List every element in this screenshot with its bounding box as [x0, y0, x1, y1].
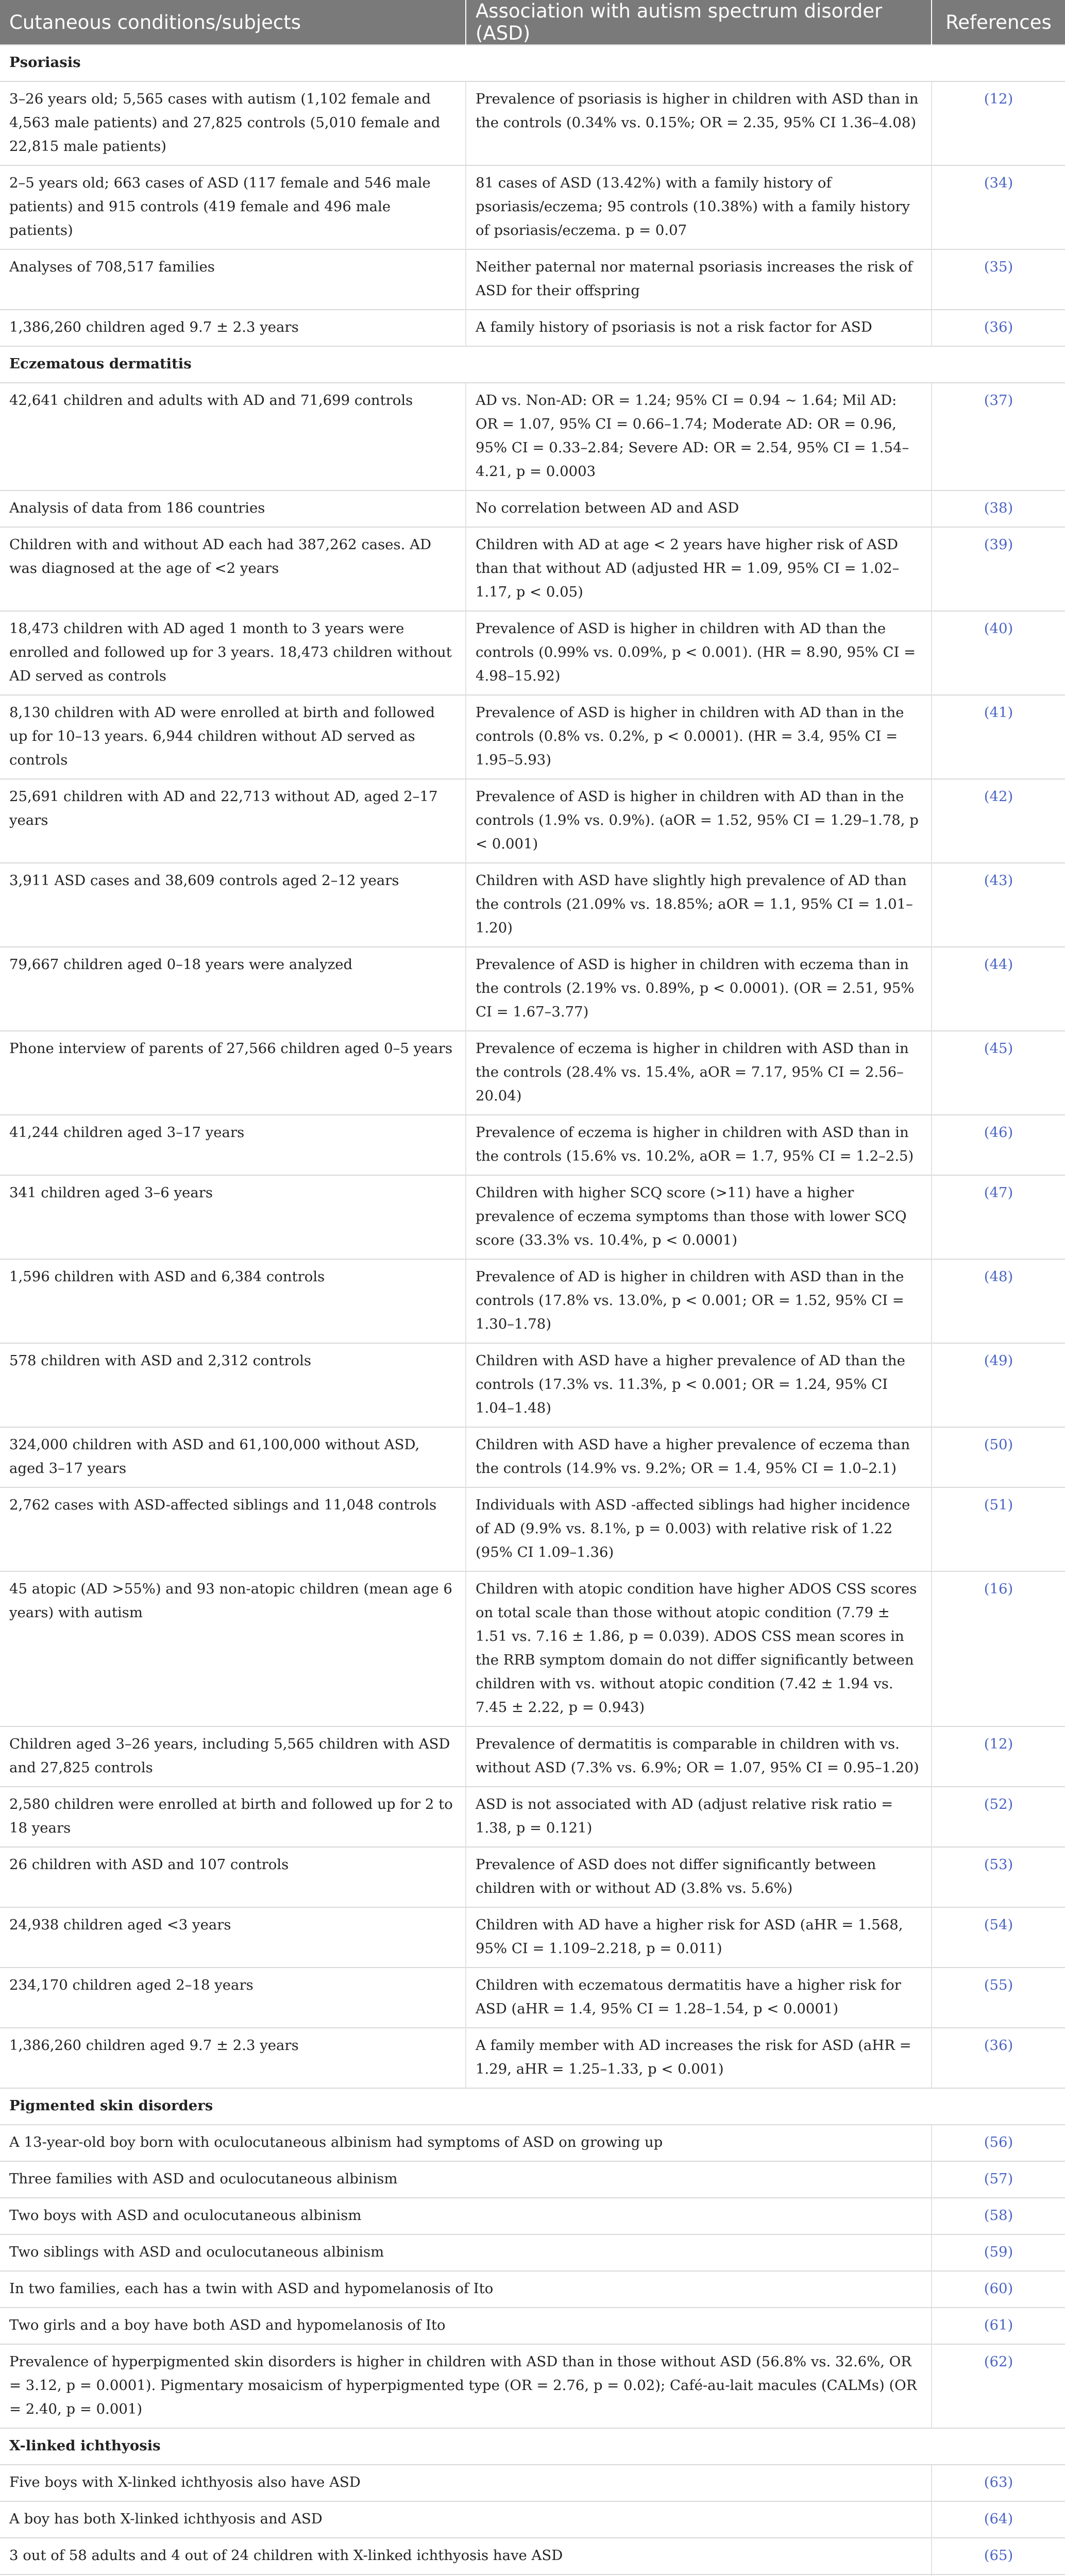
table-row: [0, 947, 1065, 1031]
subject-cell: 578 children with ASD and 2,312 controls: [0, 1343, 466, 1427]
table-row: [0, 2538, 1065, 2574]
subject-association-cell: In two families, each has a twin with ASD and hypomelanosis of Ito: [0, 2271, 932, 2308]
subject-cell: 324,000 children with ASD and 61,100,000 without ASD, aged 3–17 years: [0, 1427, 466, 1487]
reference-link[interactable]: (35): [932, 249, 1065, 310]
association-cell: Children with ASD have a higher prevalence of AD than the controls (17.3% vs. 11.3%, p < 0.001; OR = 1.24, 95% CI 1.04–1.48): [466, 1343, 932, 1427]
subject-association-cell: Two boys with ASD and oculocutaneous albinism: [0, 2198, 932, 2234]
table-header-row: [0, 0, 1065, 45]
table-row: [0, 2125, 1065, 2161]
table-row: [0, 863, 1065, 947]
subject-cell: 234,170 children aged 2–18 years: [0, 1968, 466, 2028]
reference-link[interactable]: (34): [932, 165, 1065, 249]
header-subjects: Cutaneous conditions/subjects: [0, 0, 466, 45]
table-row: [0, 2501, 1065, 2538]
reference-link[interactable]: (49): [932, 1343, 1065, 1427]
subject-cell: Children with and without AD each had 387,262 cases. AD was diagnosed at the age of <2 years: [0, 527, 466, 611]
association-cell: Children with ASD have slightly high prevalence of AD than the controls (21.09% vs. 18.85%; aOR = 1.1, 95% CI = 1.01–1.20): [466, 863, 932, 947]
subject-cell: Analysis of data from 186 countries: [0, 490, 466, 527]
table-row: [0, 2198, 1065, 2234]
section-title: Eczematous dermatitis: [0, 346, 1065, 383]
association-cell: Children with AD at age < 2 years have higher risk of ASD than that without AD (adjusted HR = 1.09, 95% CI = 1.02–1.17, p < 0.05): [466, 527, 932, 611]
header-references: References: [932, 0, 1065, 45]
reference-link[interactable]: (61): [932, 2308, 1065, 2344]
reference-link[interactable]: (37): [932, 383, 1065, 490]
table-row: [0, 383, 1065, 490]
reference-link[interactable]: (51): [932, 1487, 1065, 1571]
table-row: [0, 2308, 1065, 2344]
association-cell: 81 cases of ASD (13.42%) with a family history of psoriasis/eczema; 95 controls (10.38%) with a family history of psoriasis/eczema. p = 0.07: [466, 165, 932, 249]
reference-link[interactable]: (36): [932, 310, 1065, 346]
association-cell: AD vs. Non-AD: OR = 1.24; 95% CI = 0.94 ~ 1.64; Mil AD: OR = 1.07, 95% CI = 0.66–1.74; Moderate AD: OR = 0.96, 95% CI = 0.33–2.84; Severe AD: OR = 2.54, 95% CI = 1.54–4.21, p = 0.0003: [466, 383, 932, 490]
table-row: [0, 1031, 1065, 1115]
subject-cell: 2,762 cases with ASD-affected siblings and 11,048 controls: [0, 1487, 466, 1571]
header-association: Association with autism spectrum disorder (ASD): [466, 0, 932, 45]
reference-link[interactable]: (44): [932, 947, 1065, 1031]
table-row: [0, 490, 1065, 527]
table-row: [0, 2344, 1065, 2428]
reference-link[interactable]: (42): [932, 779, 1065, 863]
subject-cell: 18,473 children with AD aged 1 month to 3 years were enrolled and followed up for 3 years. 18,473 children without AD served as controls: [0, 611, 466, 695]
table-row: [0, 1968, 1065, 2028]
reference-link[interactable]: (54): [932, 1907, 1065, 1968]
subject-cell: 2,580 children were enrolled at birth and followed up for 2 to 18 years: [0, 1787, 466, 1847]
table-row: [0, 2028, 1065, 2088]
reference-link[interactable]: (12): [932, 81, 1065, 165]
subject-cell: Children aged 3–26 years, including 5,565 children with ASD and 27,825 controls: [0, 1726, 466, 1787]
subject-cell: 1,386,260 children aged 9.7 ± 2.3 years: [0, 2028, 466, 2088]
section-header-row: [0, 45, 1065, 81]
reference-link[interactable]: (38): [932, 490, 1065, 527]
subject-cell: 24,938 children aged <3 years: [0, 1907, 466, 1968]
subject-cell: 1,386,260 children aged 9.7 ± 2.3 years: [0, 310, 466, 346]
reference-link[interactable]: (39): [932, 527, 1065, 611]
section-header-row: [0, 2088, 1065, 2125]
association-cell: No correlation between AD and ASD: [466, 490, 932, 527]
table-row: [0, 1726, 1065, 1787]
association-cell: Prevalence of ASD is higher in children with AD than the controls (0.99% vs. 0.09%, p < 0.001). (HR = 8.90, 95% CI = 4.98–15.92): [466, 611, 932, 695]
subject-cell: 2–5 years old; 663 cases of ASD (117 female and 546 male patients) and 915 controls (419 female and 496 male patients): [0, 165, 466, 249]
reference-link[interactable]: (56): [932, 2125, 1065, 2161]
association-cell: ASD is not associated with AD (adjust relative risk ratio = 1.38, p = 0.121): [466, 1787, 932, 1847]
table-row: [0, 310, 1065, 346]
association-cell: Prevalence of dermatitis is comparable in children with vs. without ASD (7.3% vs. 6.9%; OR = 1.07, 95% CI = 0.95–1.20): [466, 1726, 932, 1787]
association-cell: Prevalence of ASD is higher in children with AD than in the controls (0.8% vs. 0.2%, p < 0.0001). (HR = 3.4, 95% CI = 1.95–5.93): [466, 695, 932, 779]
association-cell: Prevalence of ASD does not differ significantly between children with or without AD (3.8% vs. 5.6%): [466, 1847, 932, 1907]
table-row: [0, 2234, 1065, 2271]
association-cell: Children with AD have a higher risk for ASD (aHR = 1.568, 95% CI = 1.109–2.218, p = 0.011): [466, 1907, 932, 1968]
association-cell: Individuals with ASD -affected siblings had higher incidence of AD (9.9% vs. 8.1%, p = 0.003) with relative risk of 1.22 (95% CI 1.09–1.36): [466, 1487, 932, 1571]
reference-link[interactable]: (36): [932, 2028, 1065, 2088]
subject-cell: 8,130 children with AD were enrolled at birth and followed up for 10–13 years. 6,944 children without AD served as controls: [0, 695, 466, 779]
reference-link[interactable]: (12): [932, 1726, 1065, 1787]
reference-link[interactable]: (50): [932, 1427, 1065, 1487]
subject-cell: 3,911 ASD cases and 38,609 controls aged 2–12 years: [0, 863, 466, 947]
association-cell: Prevalence of eczema is higher in children with ASD than in the controls (15.6% vs. 10.2%, aOR = 1.7, 95% CI = 1.2–2.5): [466, 1115, 932, 1175]
subject-association-cell: Prevalence of hyperpigmented skin disorders is higher in children with ASD than in those without ASD (56.8% vs. 32.6%, OR = 3.12, p = 0.0001). Pigmentary mosaicism of hyperpigmented type (OR = 2.76, p = 0.02); Café-au-lait macules (CALMs) (OR = 2.40, p = 0.001): [0, 2344, 932, 2428]
reference-link[interactable]: (59): [932, 2234, 1065, 2271]
reference-link[interactable]: (52): [932, 1787, 1065, 1847]
association-cell: Prevalence of ASD is higher in children with AD than in the controls (1.9% vs. 0.9%). (aOR = 1.52, 95% CI = 1.29–1.78, p < 0.001): [466, 779, 932, 863]
association-cell: Prevalence of ASD is higher in children with eczema than in the controls (2.19% vs. 0.89%, p < 0.0001). (OR = 2.51, 95% CI = 1.67–3.77): [466, 947, 932, 1031]
reference-link[interactable]: (58): [932, 2198, 1065, 2234]
reference-link[interactable]: (16): [932, 1571, 1065, 1726]
reference-link[interactable]: (46): [932, 1115, 1065, 1175]
table-row: [0, 1175, 1065, 1259]
table-row: [0, 611, 1065, 695]
table-row: [0, 1787, 1065, 1847]
association-cell: Neither paternal nor maternal psoriasis increases the risk of ASD for their offspring: [466, 249, 932, 310]
reference-link[interactable]: (43): [932, 863, 1065, 947]
subject-cell: 3–26 years old; 5,565 cases with autism (1,102 female and 4,563 male patients) and 27,825 controls (5,010 female and 22,815 male patients): [0, 81, 466, 165]
subject-cell: Phone interview of parents of 27,566 children aged 0–5 years: [0, 1031, 466, 1115]
subject-association-cell: Five boys with X-linked ichthyosis also have ASD: [0, 2465, 932, 2501]
table-row: [0, 1115, 1065, 1175]
subject-association-cell: A 13-year-old boy born with oculocutaneous albinism had symptoms of ASD on growing up: [0, 2125, 932, 2161]
table-row: [0, 695, 1065, 779]
section-title: Psoriasis: [0, 45, 1065, 81]
subject-association-cell: A boy has both X-linked ichthyosis and ASD: [0, 2501, 932, 2538]
subject-cell: 25,691 children with AD and 22,713 without AD, aged 2–17 years: [0, 779, 466, 863]
section-title: Pigmented skin disorders: [0, 2088, 1065, 2125]
reference-link[interactable]: (64): [932, 2501, 1065, 2538]
subject-cell: 26 children with ASD and 107 controls: [0, 1847, 466, 1907]
association-cell: Children with higher SCQ score (>11) have a higher prevalence of eczema symptoms than those with lower SCQ score (33.3% vs. 10.4%, p < 0.0001): [466, 1175, 932, 1259]
reference-link[interactable]: (57): [932, 2161, 1065, 2198]
association-cell: Children with eczematous dermatitis have a higher risk for ASD (aHR = 1.4, 95% CI = 1.28–1.54, p < 0.0001): [466, 1968, 932, 2028]
table-row: [0, 165, 1065, 249]
table-row: [0, 1487, 1065, 1571]
reference-link[interactable]: (53): [932, 1847, 1065, 1907]
table-row: [0, 81, 1065, 165]
reference-link[interactable]: (41): [932, 695, 1065, 779]
association-cell: A family history of psoriasis is not a risk factor for ASD: [466, 310, 932, 346]
association-cell: Prevalence of eczema is higher in children with ASD than in the controls (28.4% vs. 15.4%, aOR = 7.17, 95% CI = 2.56–20.04): [466, 1031, 932, 1115]
table-row: [0, 1907, 1065, 1968]
association-cell: Prevalence of AD is higher in children with ASD than in the controls (17.8% vs. 13.0%, p < 0.001; OR = 1.52, 95% CI = 1.30–1.78): [466, 1259, 932, 1343]
association-cell: Children with ASD have a higher prevalence of eczema than the controls (14.9% vs. 9.2%; OR = 1.4, 95% CI = 1.0–2.1): [466, 1427, 932, 1487]
association-cell: Children with atopic condition have higher ADOS CSS scores on total scale than those without atopic condition (7.79 ± 1.51 vs. 7.16 ± 1.86, p = 0.039). ADOS CSS mean scores in the RRB symptom domain do not differ significantly between children with vs. without atopic condition (7.42 ± 1.94 vs. 7.45 ± 2.22, p = 0.943): [466, 1571, 932, 1726]
reference-link[interactable]: (40): [932, 611, 1065, 695]
reference-link[interactable]: (45): [932, 1031, 1065, 1115]
association-cell: A family member with AD increases the risk for ASD (aHR = 1.29, aHR = 1.25–1.33, p < 0.001): [466, 2028, 932, 2088]
table-row: [0, 2271, 1065, 2308]
reference-link[interactable]: (48): [932, 1259, 1065, 1343]
table-body: [0, 45, 1065, 2576]
subject-cell: 45 atopic (AD >55%) and 93 non-atopic children (mean age 6 years) with autism: [0, 1571, 466, 1726]
table-row: [0, 1259, 1065, 1343]
section-header-row: [0, 2428, 1065, 2465]
subject-cell: 341 children aged 3–6 years: [0, 1175, 466, 1259]
association-cell: Prevalence of psoriasis is higher in children with ASD than in the controls (0.34% vs. 0.15%; OR = 2.35, 95% CI 1.36–4.08): [466, 81, 932, 165]
reference-link[interactable]: (60): [932, 2271, 1065, 2308]
table-row: [0, 1427, 1065, 1487]
subject-cell: 41,244 children aged 3–17 years: [0, 1115, 466, 1175]
reference-link[interactable]: (62): [932, 2344, 1065, 2428]
table-row: [0, 527, 1065, 611]
subject-association-cell: Two siblings with ASD and oculocutaneous albinism: [0, 2234, 932, 2271]
table-row: [0, 779, 1065, 863]
table-row: [0, 1571, 1065, 1726]
reference-link[interactable]: (63): [932, 2465, 1065, 2501]
subject-cell: Analyses of 708,517 families: [0, 249, 466, 310]
table-row: [0, 2465, 1065, 2501]
subject-cell: 42,641 children and adults with AD and 71,699 controls: [0, 383, 466, 490]
reference-link[interactable]: (55): [932, 1968, 1065, 2028]
section-title: X-linked ichthyosis: [0, 2428, 1065, 2465]
subject-association-cell: Two girls and a boy have both ASD and hypomelanosis of Ito: [0, 2308, 932, 2344]
subject-association-cell: Three families with ASD and oculocutaneous albinism: [0, 2161, 932, 2198]
table-row: [0, 1847, 1065, 1907]
reference-link[interactable]: (65): [932, 2538, 1065, 2574]
table-row: [0, 249, 1065, 310]
subject-cell: 79,667 children aged 0–18 years were analyzed: [0, 947, 466, 1031]
subject-cell: 1,596 children with ASD and 6,384 controls: [0, 1259, 466, 1343]
table-row: [0, 2161, 1065, 2198]
reference-link[interactable]: (47): [932, 1175, 1065, 1259]
subject-association-cell: 3 out of 58 adults and 4 out of 24 children with X-linked ichthyosis have ASD: [0, 2538, 932, 2574]
section-header-row: [0, 346, 1065, 383]
table-row: [0, 1343, 1065, 1427]
